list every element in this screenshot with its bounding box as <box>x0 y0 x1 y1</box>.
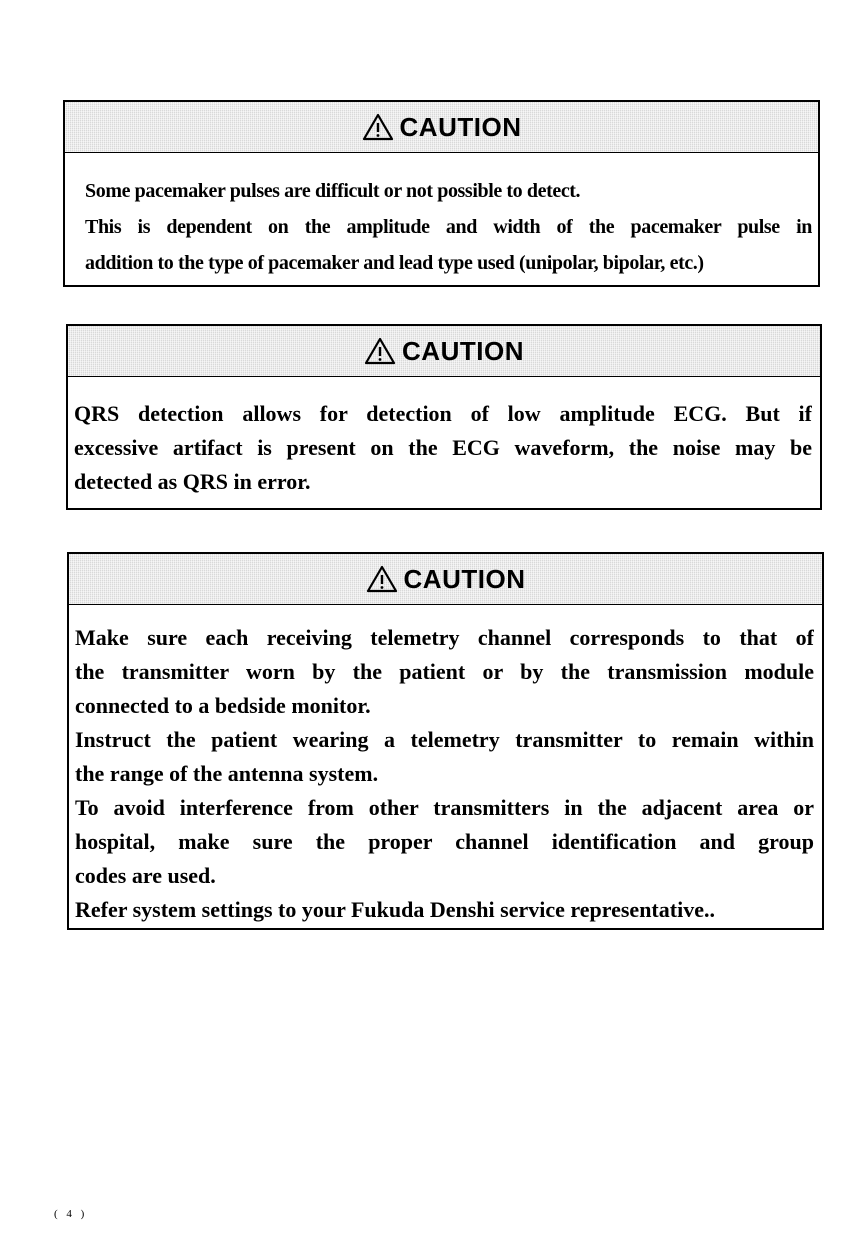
caution-text-line: codes are used. <box>75 863 216 888</box>
caution-text-line: To avoid interference from other transmitters in the adjacent area or <box>75 795 814 820</box>
caution-body <box>68 377 820 507</box>
caution-text-line: Refer system settings to your Fukuda Denshi service representative.. <box>75 897 715 922</box>
caution-box-qrs-detection <box>66 324 822 510</box>
caution-text-line: Make sure each receiving telemetry channel corresponds to that of <box>75 625 814 650</box>
caution-text-line: hospital, make sure the proper channel identification and group <box>75 829 814 854</box>
caution-text-line: Instruct the patient wearing a telemetry transmitter to remain within <box>75 727 814 752</box>
caution-title: CAUTION <box>403 563 526 594</box>
caution-box-telemetry <box>67 552 824 930</box>
caution-body <box>65 153 818 289</box>
warning-triangle-icon <box>362 113 394 141</box>
caution-header <box>68 326 820 377</box>
warning-triangle-icon <box>366 565 398 593</box>
caution-text-line: excessive artifact is present on the ECG waveform, the noise may be <box>74 435 812 460</box>
caution-body <box>69 605 822 935</box>
caution-header <box>69 554 822 605</box>
caution-text-line: the transmitter worn by the patient or by the transmission module <box>75 659 814 684</box>
caution-text-line: This is dependent on the amplitude and width of the pacemaker pulse in <box>85 216 812 238</box>
caution-header <box>65 102 818 153</box>
caution-text-line: Some pacemaker pulses are difficult or not possible to detect. <box>85 180 581 202</box>
caution-text-line: addition to the type of pacemaker and lead type used (unipolar, bipolar, etc.) <box>85 252 704 274</box>
warning-triangle-icon <box>364 337 396 365</box>
page-number: ( 4 ) <box>54 1208 88 1220</box>
caution-text-line: QRS detection allows for detection of low amplitude ECG. But if <box>74 401 812 426</box>
caution-title: CAUTION <box>399 111 522 142</box>
caution-text-line: connected to a bedside monitor. <box>75 693 371 718</box>
caution-title: CAUTION <box>402 335 524 366</box>
caution-text-line: detected as QRS in error. <box>74 469 311 494</box>
caution-text-line: the range of the antenna system. <box>75 761 379 786</box>
caution-box-pacemaker <box>63 100 820 287</box>
